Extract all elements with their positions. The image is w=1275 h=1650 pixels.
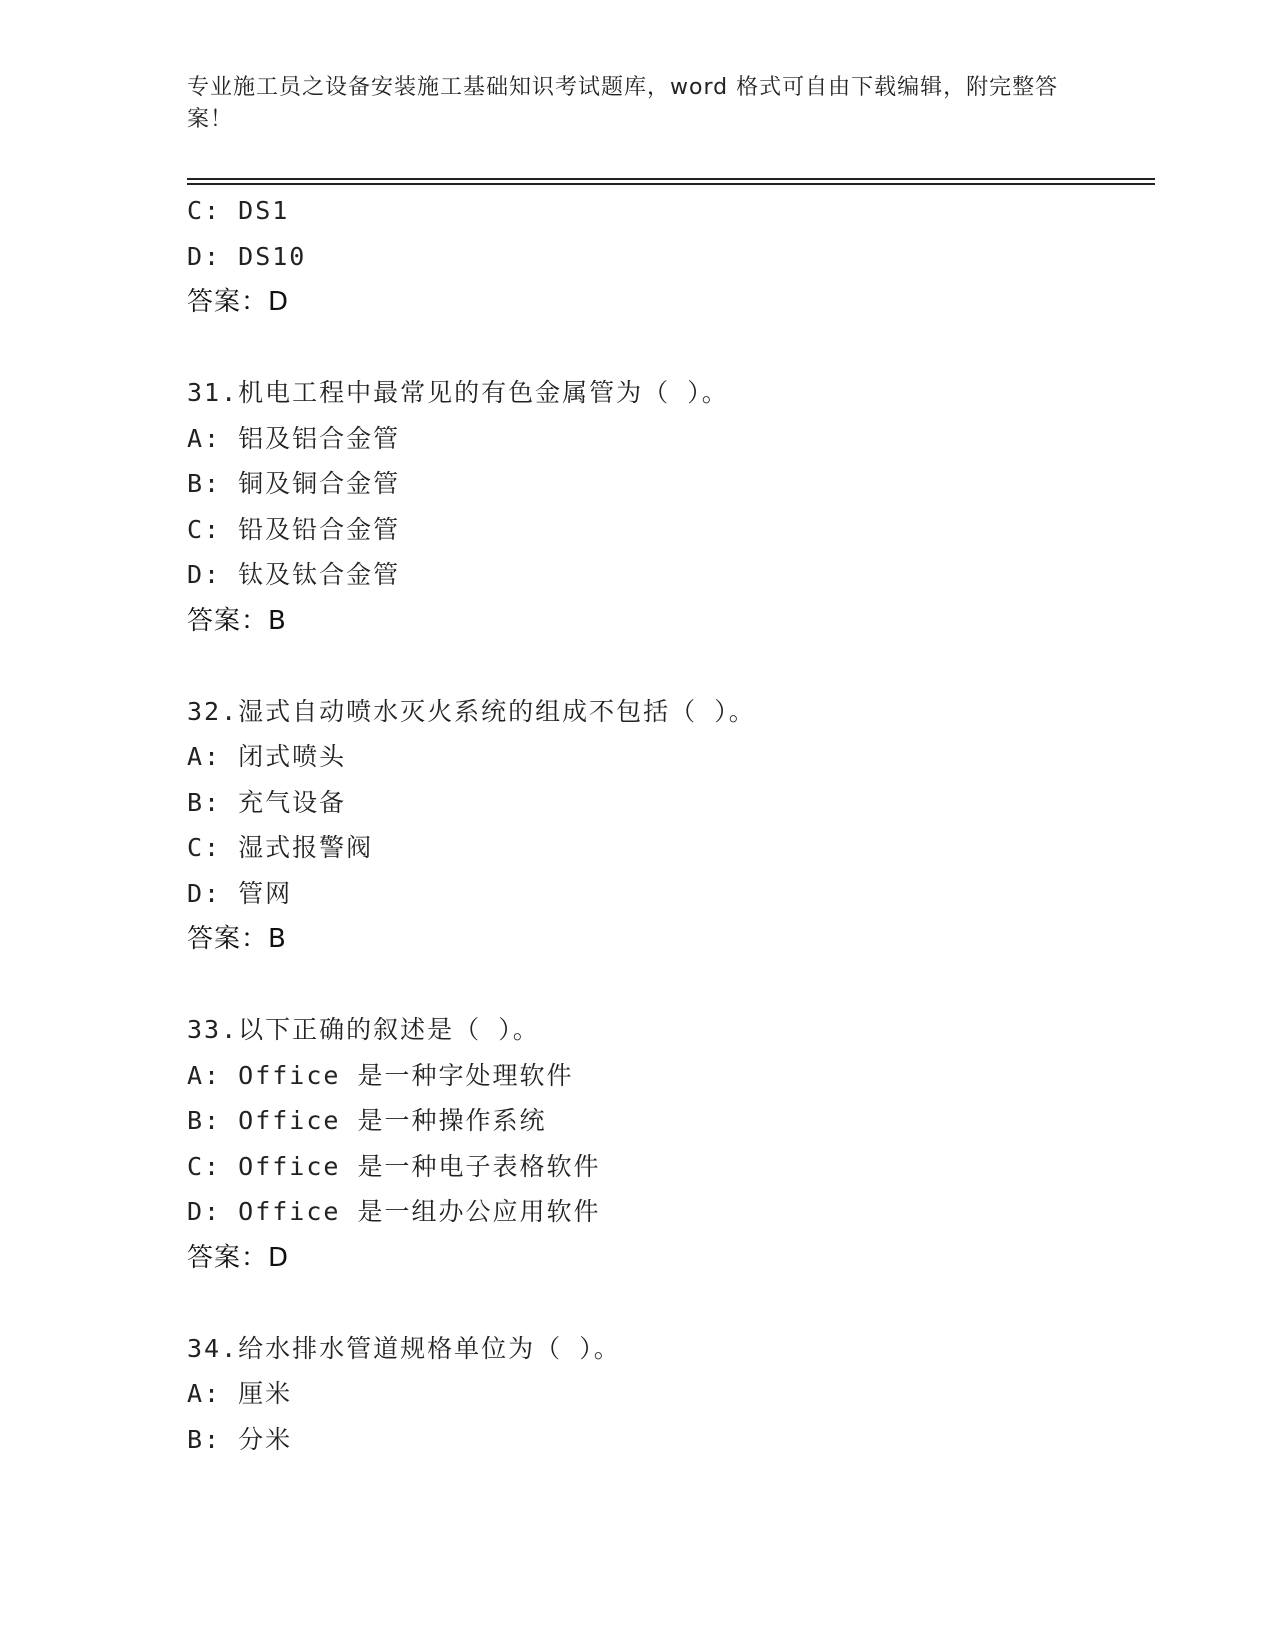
header-divider-top [187, 178, 1155, 180]
option-b: B: 充气设备 [187, 787, 347, 817]
question-stem: 33.以下正确的叙述是（ ）。 [187, 1015, 540, 1044]
question-content [187, 188, 1155, 1462]
question-block [187, 1007, 1155, 1281]
option-a: A: 铝及铝合金管 [187, 423, 401, 453]
question-block [187, 370, 1155, 644]
option-b: B: 铜及铜合金管 [187, 469, 401, 498]
option-a: A: Office 是一种字处理软件 [187, 1060, 574, 1090]
spacer [187, 1281, 1155, 1326]
question-block [187, 1326, 1155, 1463]
option-b: B: 分米 [187, 1424, 293, 1454]
option-a: A: 闭式喷头 [187, 742, 347, 771]
spacer [187, 962, 1155, 1007]
question-stem: 31.机电工程中最常见的有色金属管为（ ）。 [187, 378, 729, 407]
answer-line: 答案：B [187, 605, 287, 636]
header-divider-bottom [187, 183, 1155, 185]
option-a: A: 厘米 [187, 1379, 293, 1408]
spacer [187, 644, 1155, 689]
document-header: 专业施工员之设备安装施工基础知识考试题库，word 格式可自由下载编辑，附完整答案！ [187, 75, 1059, 132]
option-d: D: Office 是一组办公应用软件 [187, 1197, 601, 1226]
option-d: D: DS10 [187, 241, 307, 271]
option-d: D: 钛及钛合金管 [187, 560, 401, 589]
answer-line: 答案：D [187, 287, 290, 317]
answer-line: 答案：B [187, 924, 287, 954]
option-b: B: Office 是一种操作系统 [187, 1106, 547, 1135]
answer-line: 答案：D [187, 1242, 290, 1273]
option-c: C: DS1 [187, 196, 290, 225]
question-stem: 34.给水排水管道规格单位为（ ）。 [187, 1333, 621, 1363]
option-d: D: 管网 [187, 878, 293, 908]
option-c: C: Office 是一种电子表格软件 [187, 1151, 601, 1181]
option-c: C: 铅及铅合金管 [187, 514, 401, 544]
option-c: C: 湿式报警阀 [187, 833, 374, 862]
spacer [187, 325, 1155, 370]
question-stem: 32.湿式自动喷水灭火系统的组成不包括（ ）。 [187, 696, 756, 726]
question-block [187, 689, 1155, 963]
